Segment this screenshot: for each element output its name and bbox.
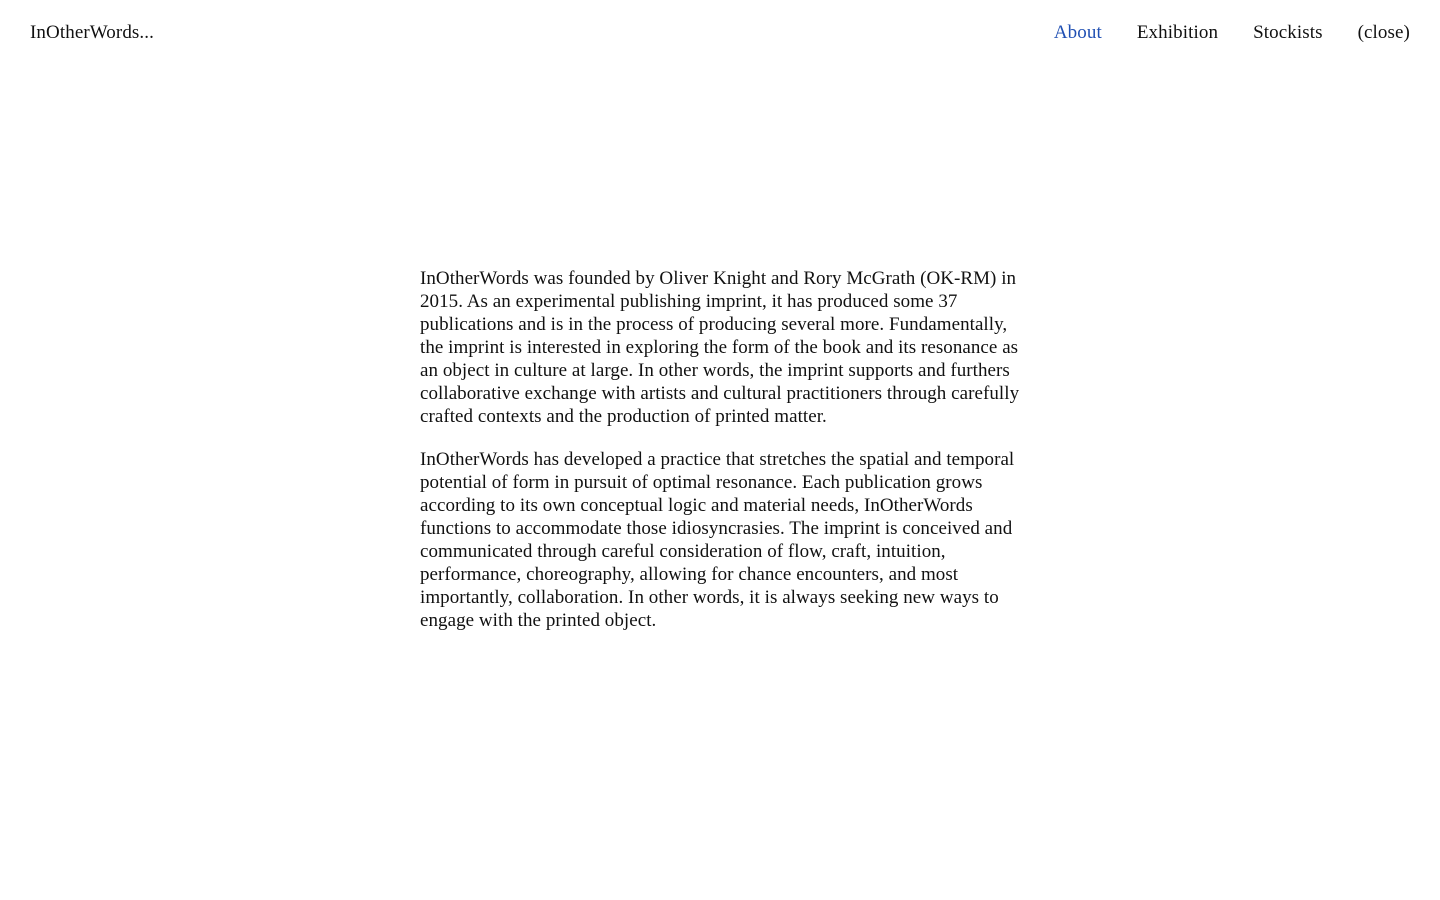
about-paragraph-2: InOtherWords has developed a practice that stretches the spatial and temporal potential of form in pursuit of optimal resonance. Each publication grows according to its own conceptual logic and material needs, InOtherWords functions to accommodate those idiosyncrasies. The imprint is conceived and communicated through careful consideration of flow, craft, intuition, performance, choreography, allowing for chance encounters, and most importantly, collaboration. In other words, it is always seeking new ways to engage with the printed object. (420, 449, 1015, 631)
nav-stockists[interactable]: Stockists (1253, 22, 1323, 43)
about-content (420, 267, 1020, 652)
nav-exhibition[interactable]: Exhibition (1136, 22, 1219, 43)
nav-close[interactable]: (close) (1357, 22, 1410, 43)
main-nav (1054, 20, 1410, 46)
site-logo-link[interactable]: InOtherWords... (30, 22, 154, 43)
nav-about[interactable]: About (1053, 22, 1102, 43)
about-paragraph-1: InOtherWords was founded by Oliver Knight and Rory McGrath (OK-RM) in 2015. As an experimental publishing imprint, it has produced some 37 publications and is in the process of producing several more. Fundamentally, the imprint is interested in exploring the form of the book and its resonance as an object in culture at large. In other words, the imprint supports and furthers collaborative exchange with artists and cultural practitioners through carefully crafted contexts and the production of printed matter. (420, 268, 1020, 427)
